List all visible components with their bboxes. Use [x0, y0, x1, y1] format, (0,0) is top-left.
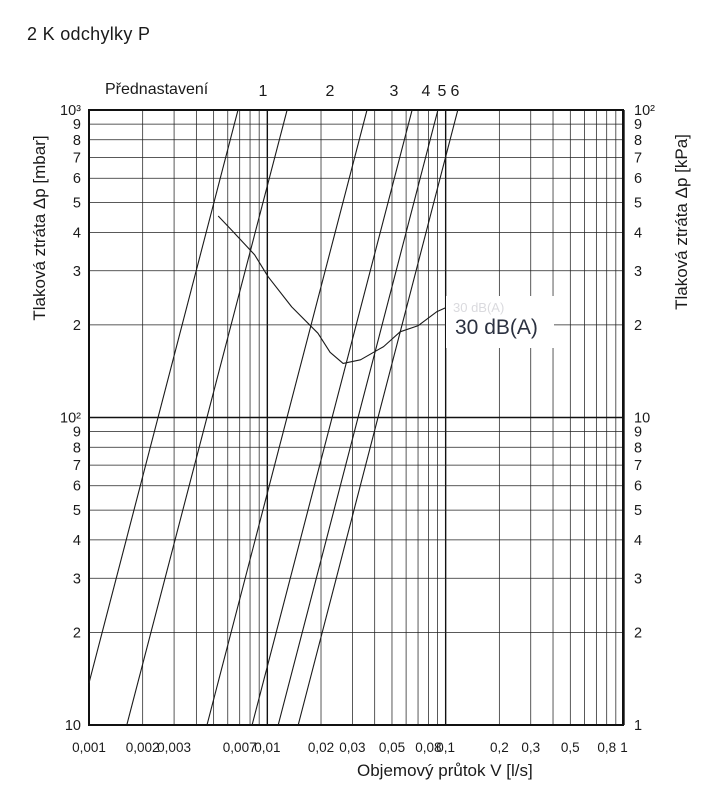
- tick-label: 0,007: [222, 740, 257, 755]
- tick-label: 0,8: [597, 740, 617, 755]
- preset-line-label-5: 5: [437, 83, 447, 100]
- tick-label: 6: [634, 171, 643, 188]
- noise-label-box: [446, 296, 554, 348]
- tick-label: 4: [634, 532, 643, 549]
- noise-curve: [218, 216, 446, 363]
- preset-line-label-1: 1: [258, 83, 268, 100]
- tick-label: 5: [72, 503, 81, 520]
- tick-label: 3: [634, 571, 643, 588]
- tick-label: 2: [72, 317, 81, 334]
- tick-label: 8: [72, 440, 81, 457]
- tick-label: 9: [72, 424, 81, 441]
- tick-label: 7: [72, 150, 81, 167]
- tick-label: 0,1: [436, 740, 456, 755]
- gridlines: [89, 110, 624, 725]
- tick-label: 7: [634, 458, 643, 475]
- tick-label: 8: [72, 132, 81, 149]
- tick-label: 5: [634, 503, 643, 520]
- tick-label: 6: [72, 478, 81, 495]
- preset-line-label-3: 3: [389, 83, 399, 100]
- tick-label: 3: [72, 571, 81, 588]
- tick-label: 9: [634, 424, 643, 441]
- tick-label: 0,2: [489, 740, 509, 755]
- noise-ghost-label: 30 dB(A): [453, 300, 505, 315]
- tick-label: 8: [634, 132, 643, 149]
- tick-label: 0,002: [125, 740, 160, 755]
- tick-label: 0,05: [378, 740, 406, 755]
- tick-label: 8: [634, 440, 643, 457]
- tick-label: 7: [72, 458, 81, 475]
- tick-label: 2: [634, 625, 643, 642]
- tick-labels: [60, 103, 655, 755]
- tick-label: 7: [634, 150, 643, 167]
- tick-label: 10²: [634, 103, 655, 119]
- tick-label: 0,5: [560, 740, 580, 755]
- preset-line-1: [89, 110, 238, 683]
- tick-label: 0,001: [72, 740, 106, 755]
- tick-label: 0,01: [254, 740, 281, 755]
- tick-label: 2: [72, 625, 81, 642]
- tick-label: 4: [72, 532, 81, 549]
- noise-curve-label: 30 dB(A): [455, 316, 538, 339]
- tick-label: 10: [64, 718, 81, 734]
- tick-label: 6: [634, 478, 643, 495]
- x-axis-title: Objemový průtok V [l/s]: [357, 761, 533, 780]
- preset-line-label-2: 2: [325, 83, 335, 100]
- tick-label: 3: [634, 263, 643, 280]
- tick-label: 2: [634, 317, 643, 334]
- y-axis-right-title: Tlaková ztráta Δp [kPa]: [672, 134, 691, 310]
- tick-label: 5: [634, 195, 643, 212]
- tick-label: 0,03: [339, 740, 366, 755]
- tick-label: 0,02: [307, 740, 335, 755]
- preset-line-label-6: 6: [450, 83, 460, 100]
- presets-header-label: Přednastavení: [105, 81, 209, 98]
- tick-label: 0,003: [157, 740, 191, 755]
- y-axis-left-title: Tlaková ztráta Δp [mbar]: [30, 135, 49, 321]
- tick-label: 10: [634, 410, 651, 427]
- preset-line-label-4: 4: [421, 83, 431, 100]
- page-title: 2 K odchylky P: [27, 24, 151, 44]
- tick-label: 3: [72, 263, 81, 280]
- tick-label: 4: [72, 225, 81, 242]
- tick-label: 1: [634, 718, 643, 734]
- tick-label: 10²: [60, 410, 81, 427]
- tick-label: 1: [620, 740, 628, 755]
- tick-label: 5: [72, 195, 81, 212]
- tick-label: 6: [72, 171, 81, 188]
- tick-label: 9: [634, 117, 643, 134]
- tick-label: 0,08: [415, 740, 442, 755]
- tick-label: 0,3: [521, 740, 541, 755]
- tick-label: 10³: [60, 103, 81, 119]
- tick-label: 9: [72, 117, 81, 134]
- tick-label: 4: [634, 225, 643, 242]
